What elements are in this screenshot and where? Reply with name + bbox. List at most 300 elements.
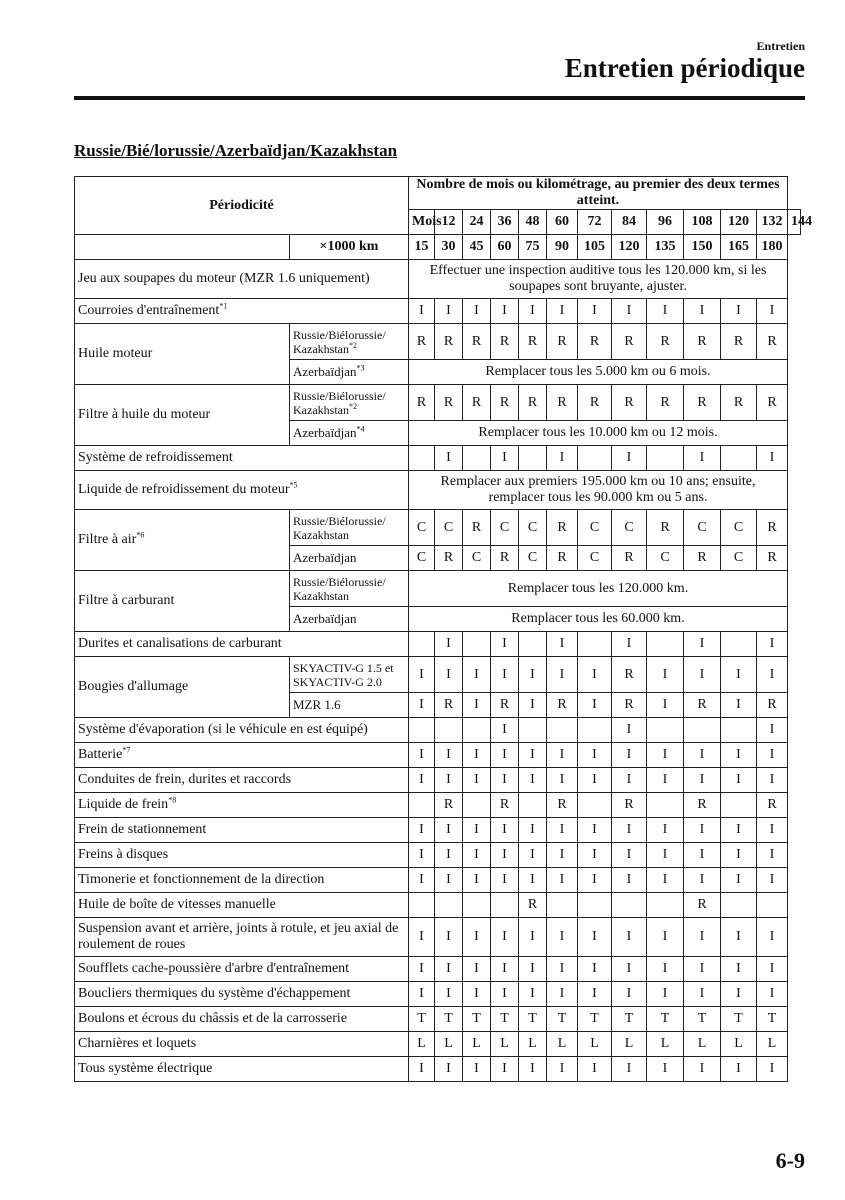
value-cell: [578, 299, 612, 324]
value-cell-text: I: [446, 747, 451, 762]
item-label: [75, 718, 409, 743]
value-cell: [519, 843, 547, 868]
month-60-text: 60: [555, 214, 569, 229]
value-cell: [409, 510, 435, 546]
value-cell-text: I: [736, 872, 741, 887]
item-label-text: Timonerie et fonctionnement de la direction: [78, 872, 325, 887]
item-label: [75, 260, 409, 299]
value-cell: [684, 446, 721, 471]
value-cell-text: I: [662, 847, 668, 862]
value-cell: [647, 868, 684, 893]
value-cell: [647, 657, 684, 693]
value-cell-text: I: [419, 847, 424, 862]
value-cell: [409, 982, 435, 1007]
km-120-text: 120: [618, 239, 640, 254]
item-label: [75, 918, 409, 957]
value-cell-text: I: [736, 772, 741, 787]
value-cell-text: I: [502, 666, 507, 682]
value-cell-text: I: [446, 303, 451, 318]
value-cell: [757, 843, 788, 868]
value-cell: [684, 1057, 721, 1082]
item-label: [75, 893, 409, 918]
value-cell: [647, 957, 684, 982]
value-cell: [721, 818, 757, 843]
value-cell: [519, 1057, 547, 1082]
value-cell-text: L: [472, 1036, 481, 1051]
section-label: Entretien: [756, 39, 805, 53]
value-cell-text: I: [419, 747, 424, 762]
value-cell-text: I: [699, 961, 705, 976]
value-cell: [757, 893, 788, 918]
value-cell-text: I: [699, 986, 705, 1001]
value-cell: [647, 1057, 684, 1082]
value-cell-text: I: [736, 929, 741, 944]
value-cell-text: L: [660, 1036, 670, 1051]
value-cell-text: R: [697, 550, 707, 565]
value-cell-text: I: [769, 847, 775, 862]
value-cell: [435, 693, 463, 718]
value-cell: [647, 768, 684, 793]
value-cell-text: I: [446, 929, 451, 944]
value-cell: [578, 1032, 612, 1057]
variant-label: [290, 571, 409, 607]
value-cell-text: I: [474, 961, 479, 976]
value-cell-text: I: [662, 666, 668, 682]
footnote-marker: *5: [289, 480, 298, 490]
interval-header: [409, 177, 788, 210]
value-cell: [463, 843, 491, 868]
value-cell-text: I: [662, 872, 668, 887]
value-cell: [612, 868, 647, 893]
value-cell: [684, 818, 721, 843]
value-cell: [578, 324, 612, 360]
value-cell: [409, 299, 435, 324]
table-row: [75, 843, 801, 868]
value-cell: [721, 324, 757, 360]
value-cell-text: I: [559, 986, 565, 1001]
value-cell: [612, 793, 647, 818]
value-cell-text: R: [660, 333, 670, 349]
value-cell-text: I: [559, 961, 565, 976]
month-132-text: 132: [761, 214, 783, 229]
interval-note: [409, 421, 788, 446]
item-label: [75, 1007, 409, 1032]
value-cell-text: I: [699, 822, 705, 837]
value-cell-text: I: [446, 636, 451, 651]
item-label: [75, 471, 409, 510]
value-cell: [684, 868, 721, 893]
value-cell-text: I: [530, 303, 535, 318]
value-cell-text: I: [662, 303, 668, 318]
value-cell: [519, 918, 547, 957]
value-cell: [757, 743, 788, 768]
table-row: [75, 299, 801, 324]
value-cell-text: I: [592, 847, 597, 862]
value-cell: [519, 657, 547, 693]
value-cell: [647, 632, 684, 657]
km-label: [290, 235, 409, 260]
value-cell: [578, 793, 612, 818]
interval-note-text: Remplacer tous les 10.000 km ou 12 mois.: [478, 425, 718, 440]
km-30: [435, 235, 463, 260]
value-cell: [612, 546, 647, 571]
value-cell-text: I: [474, 872, 479, 887]
footnote-marker: *8: [168, 795, 177, 805]
value-cell: [684, 632, 721, 657]
value-cell-text: I: [530, 929, 535, 944]
variant-label-text: MZR 1.6: [293, 697, 341, 712]
value-cell: [757, 793, 788, 818]
km-45-text: 45: [469, 239, 484, 254]
month-120: [721, 210, 757, 235]
value-cell: [721, 743, 757, 768]
value-cell-text: C: [733, 550, 744, 565]
km-165-text: 165: [728, 239, 749, 254]
value-cell: [547, 818, 578, 843]
value-cell-text: C: [416, 519, 427, 535]
value-cell-text: T: [444, 1011, 453, 1026]
item-label: [75, 299, 409, 324]
value-cell-text: I: [446, 961, 451, 976]
value-cell: [463, 718, 491, 743]
value-cell-text: I: [559, 636, 565, 651]
value-cell-text: I: [699, 872, 705, 887]
value-cell: [757, 510, 788, 546]
item-label-text: Bougies d'allumage: [78, 679, 189, 694]
table-row: [75, 1032, 801, 1057]
value-cell-text: I: [662, 961, 668, 976]
value-cell-text: I: [446, 872, 451, 887]
month-36: [491, 210, 519, 235]
value-cell: [721, 982, 757, 1007]
value-cell: [491, 793, 519, 818]
value-cell: [684, 1032, 721, 1057]
value-cell-text: R: [557, 519, 567, 535]
value-cell-text: I: [446, 986, 451, 1001]
value-cell-text: I: [559, 666, 565, 682]
value-cell-text: L: [500, 1036, 509, 1051]
value-cell: [463, 446, 491, 471]
value-cell: [547, 793, 578, 818]
value-cell: [519, 510, 547, 546]
interval-note: [409, 607, 788, 632]
maintenance-schedule-table: [74, 176, 812, 1082]
value-cell: [491, 1057, 519, 1082]
value-cell-text: R: [527, 394, 538, 410]
value-cell: [757, 868, 788, 893]
value-cell-text: I: [474, 303, 479, 318]
value-cell: [491, 299, 519, 324]
value-cell: [612, 1007, 647, 1032]
value-cell-text: R: [589, 333, 600, 349]
value-cell: [435, 768, 463, 793]
value-cell-text: T: [472, 1011, 481, 1026]
value-cell-text: R: [624, 697, 634, 712]
value-cell: [757, 1032, 788, 1057]
value-cell: [647, 385, 684, 421]
value-cell-text: R: [499, 394, 510, 410]
value-cell: [463, 299, 491, 324]
value-cell-text: I: [626, 822, 632, 837]
km-105: [578, 235, 612, 260]
value-cell-text: L: [528, 1036, 537, 1051]
value-cell: [647, 793, 684, 818]
value-cell: [547, 768, 578, 793]
value-cell: [757, 299, 788, 324]
value-cell: [647, 982, 684, 1007]
value-cell-text: I: [769, 822, 775, 837]
value-cell-text: I: [474, 847, 479, 862]
month-60: [547, 210, 578, 235]
value-cell: [519, 632, 547, 657]
value-cell-text: I: [419, 961, 424, 976]
km-75: [519, 235, 547, 260]
value-cell: [519, 982, 547, 1007]
item-label-text: Frein de stationnement: [78, 822, 207, 837]
value-cell: [435, 793, 463, 818]
month-72-text: 72: [587, 214, 602, 229]
value-cell: [721, 1007, 757, 1032]
value-cell: [409, 743, 435, 768]
table-row: [75, 1007, 801, 1032]
variant-label: [290, 693, 409, 718]
footnote-marker: *4: [356, 424, 365, 434]
km-105-text: 105: [584, 239, 605, 254]
value-cell-text: I: [626, 986, 632, 1001]
value-cell-text: R: [443, 797, 454, 812]
value-cell-text: I: [474, 666, 479, 682]
value-cell-text: C: [499, 519, 510, 535]
value-cell: [578, 632, 612, 657]
footnote-marker: *7: [122, 745, 131, 755]
table-row: [75, 510, 801, 546]
value-cell: [684, 918, 721, 957]
value-cell-text: I: [446, 822, 451, 837]
value-cell-text: R: [767, 550, 777, 565]
value-cell-text: R: [767, 394, 777, 410]
value-cell: [547, 446, 578, 471]
value-cell: [491, 743, 519, 768]
value-cell: [519, 1032, 547, 1057]
value-cell: [578, 546, 612, 571]
month-120-text: 120: [728, 214, 749, 229]
value-cell-text: I: [736, 666, 741, 682]
value-cell-text: C: [624, 519, 634, 535]
value-cell: [612, 843, 647, 868]
value-cell: [463, 793, 491, 818]
variant-label-text: Azerbaïdjan: [293, 425, 357, 440]
value-cell-text: I: [699, 636, 705, 651]
value-cell: [721, 868, 757, 893]
interval-note: [409, 571, 788, 607]
value-cell: [547, 957, 578, 982]
value-cell: [684, 982, 721, 1007]
month-96: [647, 210, 684, 235]
value-cell: [612, 768, 647, 793]
value-cell-text: R: [471, 519, 482, 535]
item-label: [75, 982, 409, 1007]
value-cell: [463, 324, 491, 360]
value-cell-text: R: [767, 519, 777, 535]
value-cell: [519, 546, 547, 571]
value-cell: [409, 768, 435, 793]
value-cell-text: I: [592, 822, 597, 837]
value-cell: [435, 982, 463, 1007]
value-cell: [578, 1057, 612, 1082]
month-24-text: 24: [469, 214, 484, 229]
item-label-text: Boucliers thermiques du système d'échappement: [78, 986, 351, 1001]
value-cell: [578, 1007, 612, 1032]
value-cell-text: I: [699, 303, 705, 318]
km-15: [409, 235, 435, 260]
value-cell-text: T: [624, 1011, 634, 1026]
value-cell: [612, 1032, 647, 1057]
value-cell-text: I: [662, 929, 668, 944]
variant-label-text: Azerbaïdjan: [293, 364, 357, 379]
value-cell: [721, 918, 757, 957]
value-cell: [647, 510, 684, 546]
value-cell-text: R: [697, 333, 707, 349]
value-cell-text: I: [474, 1061, 479, 1076]
value-cell: [757, 1057, 788, 1082]
value-cell: [721, 385, 757, 421]
value-cell-text: I: [530, 666, 535, 682]
value-cell: [547, 1032, 578, 1057]
value-cell: [409, 868, 435, 893]
value-cell: [409, 1007, 435, 1032]
month-48: [519, 210, 547, 235]
value-cell-text: I: [474, 929, 479, 944]
value-cell: [547, 893, 578, 918]
value-cell: [612, 1057, 647, 1082]
month-84-text: 84: [622, 214, 636, 229]
value-cell: [684, 893, 721, 918]
value-cell-text: R: [624, 550, 634, 565]
value-cell-text: I: [559, 822, 565, 837]
interval-note: [409, 471, 788, 510]
value-cell: [491, 657, 519, 693]
value-cell: [519, 693, 547, 718]
value-cell-text: I: [559, 847, 565, 862]
value-cell-text: L: [697, 1036, 707, 1051]
item-label-text: Système d'évaporation (si le véhicule en est équipé): [78, 722, 368, 737]
value-cell: [721, 693, 757, 718]
value-cell-text: R: [697, 797, 707, 812]
item-label: [75, 793, 409, 818]
value-cell: [757, 718, 788, 743]
months-label: [409, 210, 442, 235]
value-cell: [612, 957, 647, 982]
footnote-marker: *6: [136, 530, 145, 540]
value-cell: [409, 446, 435, 471]
value-cell: [684, 843, 721, 868]
value-cell: [547, 632, 578, 657]
value-cell: [612, 718, 647, 743]
value-cell: [491, 385, 519, 421]
value-cell-text: I: [502, 986, 507, 1001]
variant-label: [290, 385, 409, 421]
value-cell-text: I: [474, 986, 479, 1001]
value-cell-text: I: [559, 872, 565, 887]
value-cell: [519, 768, 547, 793]
item-label-text: Filtre à huile du moteur: [78, 407, 211, 422]
value-cell: [547, 510, 578, 546]
value-cell: [721, 957, 757, 982]
value-cell-text: R: [499, 550, 510, 565]
value-cell-text: R: [527, 897, 538, 912]
km-150-text: 150: [691, 239, 713, 254]
value-cell-text: I: [419, 986, 424, 1001]
value-cell-text: I: [530, 986, 535, 1001]
value-cell: [647, 743, 684, 768]
month-24: [463, 210, 491, 235]
value-cell: [409, 718, 435, 743]
value-cell-text: C: [416, 550, 427, 565]
value-cell-text: L: [444, 1036, 453, 1051]
value-cell-text: R: [733, 394, 744, 410]
value-cell: [491, 510, 519, 546]
value-cell: [435, 893, 463, 918]
footnote-marker: *2: [348, 401, 357, 411]
value-cell: [578, 446, 612, 471]
value-cell: [409, 843, 435, 868]
value-cell: [647, 446, 684, 471]
value-cell: [491, 982, 519, 1007]
value-cell: [578, 918, 612, 957]
value-cell-text: I: [502, 872, 507, 887]
value-cell: [721, 1032, 757, 1057]
km-15-text: 15: [414, 239, 429, 254]
value-cell: [491, 843, 519, 868]
value-cell: [757, 957, 788, 982]
value-cell-text: I: [592, 986, 597, 1001]
km-row: [75, 235, 801, 260]
value-cell-text: I: [769, 722, 775, 737]
value-cell: [435, 1057, 463, 1082]
value-cell-text: I: [699, 747, 705, 762]
value-cell-text: I: [559, 929, 565, 944]
value-cell: [721, 1057, 757, 1082]
value-cell: [435, 324, 463, 360]
item-label: [75, 818, 409, 843]
value-cell: [612, 299, 647, 324]
value-cell: [757, 768, 788, 793]
variant-label: [290, 510, 409, 546]
variant-label: [290, 421, 409, 446]
item-label-text: Tous système électrique: [78, 1061, 213, 1076]
value-cell: [612, 446, 647, 471]
value-cell-text: L: [590, 1036, 599, 1051]
value-cell: [612, 743, 647, 768]
value-cell-text: I: [626, 722, 632, 737]
value-cell-text: I: [446, 1061, 451, 1076]
value-cell-text: I: [530, 772, 535, 787]
interval-note: [409, 260, 788, 299]
value-cell: [409, 918, 435, 957]
value-cell: [757, 546, 788, 571]
value-cell-text: I: [699, 450, 705, 465]
value-cell: [647, 818, 684, 843]
value-cell: [547, 918, 578, 957]
value-cell: [721, 632, 757, 657]
table-row: [75, 260, 801, 299]
value-cell-text: I: [592, 1061, 597, 1076]
value-cell: [435, 743, 463, 768]
km-30-text: 30: [441, 239, 456, 254]
variant-label: [290, 607, 409, 632]
value-cell: [519, 718, 547, 743]
value-cell: [519, 957, 547, 982]
